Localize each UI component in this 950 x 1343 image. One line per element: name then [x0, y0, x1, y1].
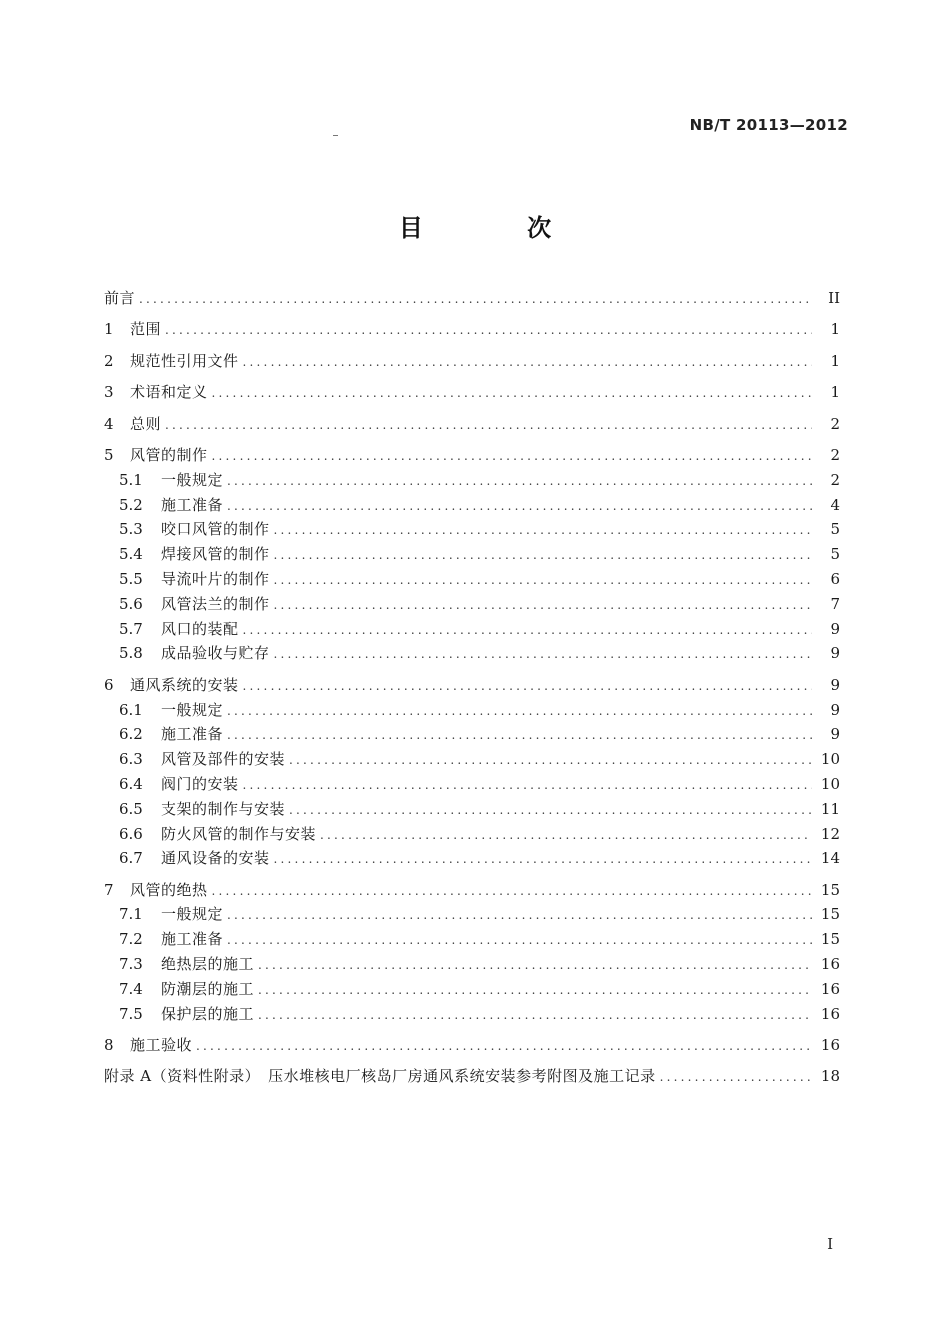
toc-entry-number: 6.6 [119, 824, 143, 843]
toc-entry-page: II [828, 289, 840, 307]
toc-leader-dots [320, 823, 812, 848]
toc-entry-label: 通风系统的安装 [130, 675, 239, 694]
toc-entry-label: 范围 [130, 320, 162, 339]
table-of-contents [104, 286, 840, 1089]
toc-entry-page: 11 [820, 799, 840, 818]
toc-entry-page: 6 [830, 569, 840, 588]
toc-leader-dots [165, 318, 812, 343]
toc-entry-label: 风管及部件的安装 [161, 750, 286, 769]
toc-leader-dots [274, 593, 812, 618]
toc-entry-number: 7 [104, 880, 114, 899]
toc-entry[interactable] [104, 772, 840, 797]
toc-leader-dots [274, 847, 812, 872]
toc-entry-number: 5.4 [119, 545, 143, 564]
toc-leader-dots [243, 618, 812, 643]
toc-entry[interactable] [104, 412, 840, 437]
toc-entry-page: 15 [820, 880, 840, 899]
toc-entry-label: 施工验收 [130, 1036, 193, 1055]
toc-leader-dots [212, 879, 812, 904]
toc-leader-dots [212, 444, 812, 469]
scan-speck [333, 135, 338, 136]
toc-leader-dots [243, 674, 812, 699]
toc-leader-dots [274, 518, 812, 543]
toc-entry-label: 施工准备 [161, 725, 224, 744]
toc-entry-page: 5 [830, 545, 840, 564]
toc-entry-page: 12 [820, 824, 840, 843]
toc-entry[interactable] [104, 722, 840, 747]
page-title: 目 次 [398, 214, 600, 242]
toc-entry-page: 14 [820, 849, 840, 868]
toc-entry-page: 9 [830, 700, 840, 719]
toc-entry-page: 15 [820, 930, 840, 949]
toc-leader-dots [165, 413, 812, 438]
toc-leader-dots [274, 543, 812, 568]
toc-entry-page: 9 [830, 619, 840, 638]
toc-leader-dots [139, 287, 812, 312]
toc-entry-page: 16 [820, 979, 840, 998]
toc-entry-number: 8 [104, 1036, 114, 1055]
toc-entry[interactable] [104, 1033, 840, 1058]
toc-entry-page: 16 [820, 1036, 840, 1055]
toc-leader-dots [243, 773, 812, 798]
toc-entry-label: 咬口风管的制作 [161, 520, 270, 539]
toc-leader-dots [258, 978, 812, 1003]
toc-entry-number: 6.7 [119, 849, 143, 868]
toc-entry-label: 总则 [130, 414, 162, 433]
toc-entry[interactable] [104, 349, 840, 374]
toc-entry[interactable] [104, 747, 840, 772]
toc-entry-page: 5 [830, 520, 840, 539]
toc-entry-page: 15 [820, 905, 840, 924]
toc-entry[interactable] [104, 567, 840, 592]
toc-entry-label: 保护层的施工 [161, 1004, 255, 1023]
toc-entry[interactable] [104, 317, 840, 342]
toc-entry-number: 6.3 [119, 750, 143, 769]
toc-leader-dots [289, 748, 812, 773]
toc-entry-label: 一般规定 [161, 470, 224, 489]
toc-entry-label: 防火风管的制作与安装 [161, 824, 317, 843]
toc-entry-page: 1 [830, 351, 840, 370]
toc-entry-page: 2 [830, 470, 840, 489]
toc-entry-label: 绝热层的施工 [161, 955, 255, 974]
toc-entry-page: 9 [830, 675, 840, 694]
toc-entry-number: 4 [104, 414, 114, 433]
toc-entry-label: 导流叶片的制作 [161, 569, 270, 588]
toc-leader-dots [243, 350, 812, 375]
toc-entry-page: 1 [830, 383, 840, 402]
toc-entry[interactable] [104, 493, 840, 518]
page-number: I [827, 1235, 833, 1253]
toc-entry[interactable] [104, 927, 840, 952]
toc-entry[interactable] [104, 698, 840, 723]
toc-entry-label: 前言 [104, 289, 136, 307]
toc-leader-dots [227, 494, 812, 519]
toc-entry-label: 附录 A（资料性附录） 压水堆核电厂核岛厂房通风系统安装参考附图及施工记录 [104, 1067, 656, 1086]
toc-entry-number: 5 [104, 445, 114, 464]
toc-entry[interactable] [104, 797, 840, 822]
toc-entry-label: 施工准备 [161, 495, 224, 514]
toc-entry-label: 焊接风管的制作 [161, 545, 270, 564]
toc-leader-dots [274, 568, 812, 593]
toc-entry-number: 7.4 [119, 979, 143, 998]
toc-entry-page: 4 [830, 495, 840, 514]
toc-entry[interactable] [104, 641, 840, 666]
toc-entry-number: 3 [104, 383, 114, 402]
toc-entry-page: 10 [820, 750, 840, 769]
toc-entry-number: 7.5 [119, 1004, 143, 1023]
toc-entry-number: 6.5 [119, 799, 143, 818]
toc-entry-page: 16 [820, 955, 840, 974]
toc-leader-dots [274, 642, 812, 667]
toc-leader-dots [196, 1034, 812, 1059]
toc-leader-dots [227, 903, 812, 928]
toc-entry-number: 1 [104, 320, 114, 339]
toc-entry-number: 5.8 [119, 644, 143, 663]
toc-entry-label: 风管的制作 [130, 445, 208, 464]
toc-entry-number: 5.3 [119, 520, 143, 539]
toc-entry-label: 一般规定 [161, 700, 224, 719]
toc-entry[interactable] [104, 878, 840, 903]
toc-entry-number: 5.6 [119, 594, 143, 613]
toc-entry[interactable] [104, 380, 840, 405]
toc-entry-label: 风口的装配 [161, 619, 239, 638]
toc-entry[interactable] [104, 1064, 840, 1089]
toc-entry-page: 7 [830, 594, 840, 613]
toc-entry-number: 7.3 [119, 955, 143, 974]
standard-code: NB/T 20113—2012 [689, 116, 848, 134]
toc-entry[interactable] [104, 542, 840, 567]
toc-entry-number: 5.2 [119, 495, 143, 514]
toc-entry[interactable] [104, 286, 840, 311]
toc-entry-number: 7.2 [119, 930, 143, 949]
toc-leader-dots [258, 953, 812, 978]
toc-entry[interactable] [104, 902, 840, 927]
toc-leader-dots [289, 798, 812, 823]
toc-entry-label: 支架的制作与安装 [161, 799, 286, 818]
toc-entry[interactable] [104, 977, 840, 1002]
toc-leader-dots [258, 1003, 812, 1028]
toc-entry-number: 6.1 [119, 700, 143, 719]
toc-leader-dots [660, 1065, 812, 1090]
toc-entry-label: 风管的绝热 [130, 880, 208, 899]
toc-entry-label: 风管法兰的制作 [161, 594, 270, 613]
toc-entry[interactable] [104, 673, 840, 698]
toc-entry-page: 16 [820, 1004, 840, 1023]
toc-entry-label: 规范性引用文件 [130, 351, 239, 370]
toc-leader-dots [227, 699, 812, 724]
toc-entry[interactable] [104, 952, 840, 977]
toc-entry-label: 通风设备的安装 [161, 849, 270, 868]
toc-entry-page: 18 [820, 1067, 840, 1086]
toc-entry-label: 施工准备 [161, 930, 224, 949]
toc-entry-page: 1 [830, 320, 840, 339]
toc-entry-number: 6.4 [119, 774, 143, 793]
toc-leader-dots [227, 723, 812, 748]
toc-entry[interactable] [104, 846, 840, 871]
toc-entry-page: 10 [820, 774, 840, 793]
toc-entry[interactable] [104, 517, 840, 542]
toc-entry-page: 9 [830, 725, 840, 744]
toc-leader-dots [227, 928, 812, 953]
toc-entry-page: 9 [830, 644, 840, 663]
toc-entry-label: 术语和定义 [130, 383, 208, 402]
toc-entry-label: 防潮层的施工 [161, 979, 255, 998]
toc-leader-dots [212, 381, 812, 406]
toc-entry-label: 一般规定 [161, 905, 224, 924]
toc-entry[interactable] [104, 443, 840, 468]
toc-entry-number: 2 [104, 351, 114, 370]
toc-entry[interactable] [104, 592, 840, 617]
toc-entry-number: 5.1 [119, 470, 143, 489]
toc-entry-label: 阀门的安装 [161, 774, 239, 793]
toc-entry-label: 成品验收与贮存 [161, 644, 270, 663]
toc-entry-number: 5.5 [119, 569, 143, 588]
toc-entry[interactable] [104, 617, 840, 642]
toc-entry[interactable] [104, 822, 840, 847]
toc-entry-page: 2 [830, 414, 840, 433]
toc-entry-number: 7.1 [119, 905, 143, 924]
toc-entry-number: 5.7 [119, 619, 143, 638]
toc-entry-number: 6 [104, 675, 114, 694]
toc-entry-page: 2 [830, 445, 840, 464]
toc-entry[interactable] [104, 1002, 840, 1027]
toc-entry[interactable] [104, 468, 840, 493]
toc-leader-dots [227, 469, 812, 494]
toc-entry-number: 6.2 [119, 725, 143, 744]
